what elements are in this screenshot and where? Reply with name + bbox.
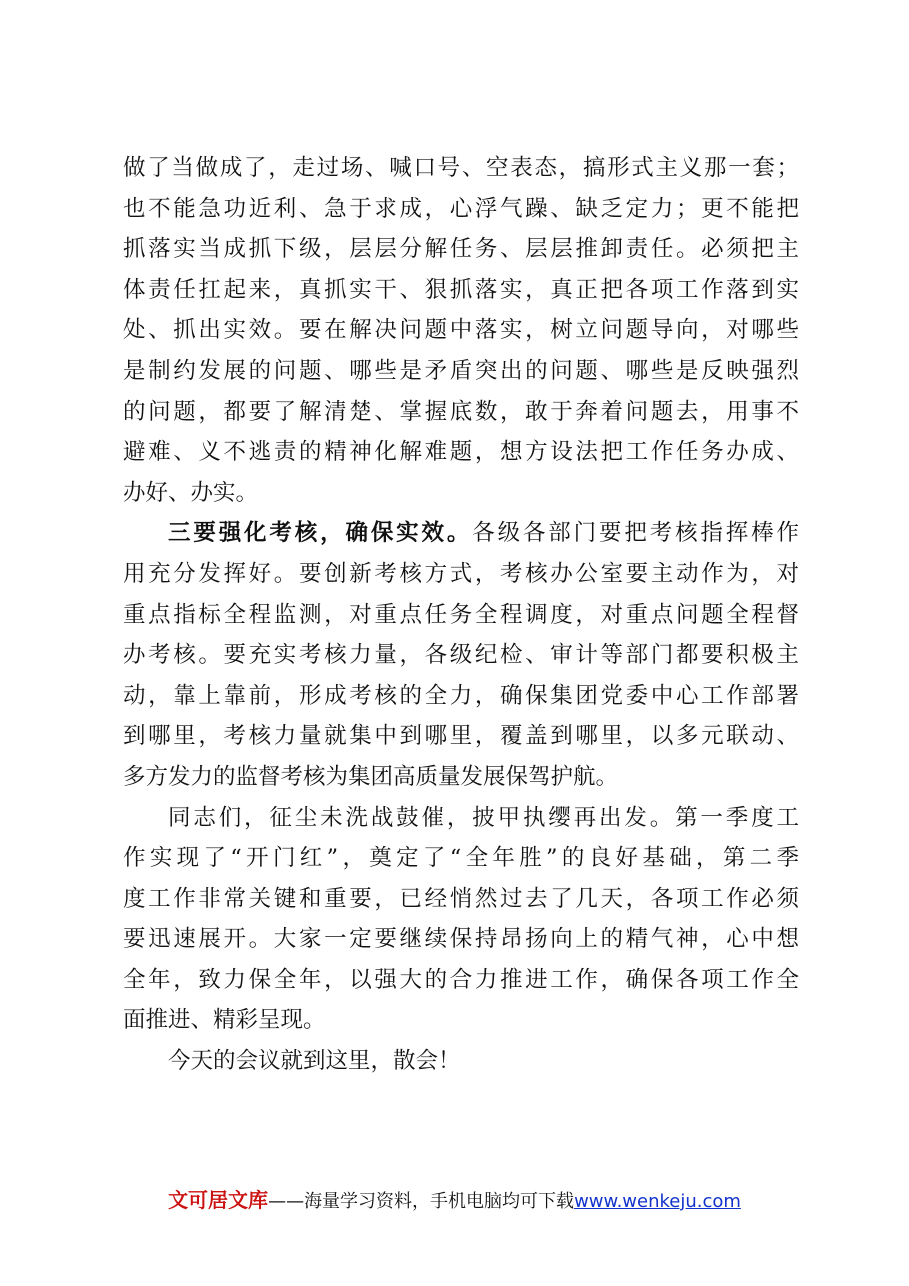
body-line: 避难、义不逃责的精神化解难题，想方设法把工作任务办成、 [123, 439, 799, 466]
body-line: 也不能急功近利、急于求成，心浮气躁、缺乏定力；更不能把 [123, 195, 799, 222]
website-link[interactable]: www.wenkeju.com [574, 1191, 741, 1212]
section3-line: 动，靠上靠前，形成考核的全力，确保集团党委中心工作部署 [123, 682, 799, 709]
section3-first-line-text: 各级各部门要把考核指挥棒作 [472, 520, 799, 547]
footer-slogan: ——海量学习资料，手机电脑均可下载 [268, 1191, 575, 1212]
section3-line: 办考核。要充实考核力量，各级纪检、审计等部门都要积极主 [123, 642, 799, 669]
closing-line: 全年，致力保全年，以强大的合力推进工作，确保各项工作全 [123, 966, 799, 993]
body-line: 办好、办实。 [123, 479, 259, 506]
closing-line: 作实现了“开门红”，奠定了“全年胜”的良好基础，第二季 [123, 845, 799, 872]
body-line: 是制约发展的问题、哪些是矛盾突出的问题、哪些是反映强烈 [123, 357, 799, 384]
closing-line: 面推进、精彩呈现。 [123, 1007, 326, 1034]
final-line: 今天的会议就到这里，散会！ [168, 1048, 461, 1075]
brand-name: 文可居文库 [168, 1188, 269, 1212]
section3-first-line [123, 513, 799, 554]
document-body [123, 148, 799, 1082]
section3-line: 重点指标全程监测，对重点任务全程调度，对重点问题全程督 [123, 601, 799, 628]
body-line: 抓落实当成抓下级，层层分解任务、层层推卸责任。必须把主 [123, 236, 799, 263]
body-line: 体责任扛起来，真抓实干、狠抓落实，真正把各项工作落到实 [123, 276, 799, 303]
closing-line: 度工作非常关键和重要，已经悄然过去了几天，各项工作必须 [123, 885, 799, 912]
body-line: 处、抓出实效。要在解决问题中落实，树立问题导向，对哪些 [123, 317, 799, 344]
section3-line: 多方发力的监督考核为集团高质量发展保驾护航。 [123, 763, 619, 790]
section3-line: 到哪里，考核力量就集中到哪里，覆盖到哪里，以多元联动、 [123, 723, 799, 750]
body-line: 做了当做成了，走过场、喊口号、空表态，搞形式主义那一套； [123, 155, 799, 181]
closing-line: 同志们，征尘未洗战鼓催，披甲执缨再出发。第一季度工 [168, 804, 799, 831]
section3-heading: 三要强化考核，确保实效。 [168, 520, 473, 547]
closing-line: 要迅速展开。大家一定要继续保持昂扬向上的精气神，心中想 [123, 926, 799, 953]
footer-banner [0, 1184, 909, 1213]
body-line: 的问题，都要了解清楚、掌握底数，敢于奔着问题去，用事不 [123, 398, 799, 425]
section3-line: 用充分发挥好。要创新考核方式，考核办公室要主动作为，对 [123, 560, 799, 587]
